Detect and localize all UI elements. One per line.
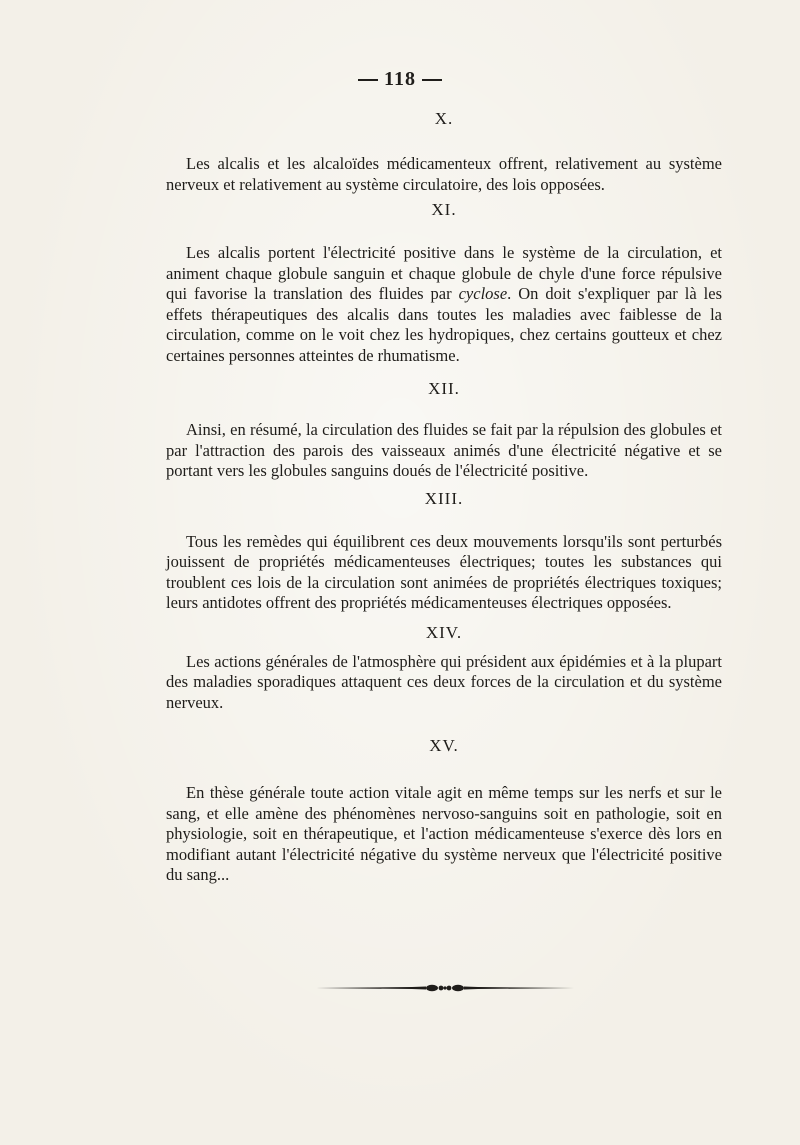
paragraph-text: Les alcalis portent l'électricité positive dans le système de la circulation, et animent chaque globule sanguin et chaque globule de chyle d'une force répulsive qui favorise la translation des fluides par [166, 243, 722, 303]
section-numeral: XV. [429, 736, 459, 755]
dash-right [422, 79, 442, 81]
section-numeral: XII. [428, 379, 460, 398]
paragraph-text: . On doit s'expliquer par là les effets thérapeutiques des alcalis dans toutes les maladies avec faiblesse de la circulation, comme on le voit chez les hydropiques, chez certains goutteux et chez certaines personnes atteintes de rhumatisme. [166, 284, 722, 365]
section-paragraph: En thèse générale toute action vitale agit en même temps sur les nerfs et sur le sang, et elle amène des phénomènes nervoso-sanguins soit en pathologie, soit en physiologie, soit en thérapeutique, et l'action médicamenteuse s'exerce dès lors en modifiant autant l'électricité négative du système nerveux que l'électricité positive du sang... [166, 783, 722, 884]
section-xii [166, 378, 722, 482]
dash-left [358, 79, 378, 81]
typographic-rule-ornament-icon [316, 982, 574, 994]
section-xiv [166, 622, 722, 714]
section-xiii [166, 488, 722, 614]
page-number-text: 118 [384, 68, 416, 90]
italic-term: cyclose [458, 284, 508, 303]
section-paragraph: Ainsi, en résumé, la circulation des fluides se fait par la répulsion des globules et par l'attraction des parois des vaisseaux animés d'une électricité négative et se portant vers les globules sanguins doués de l'électricité positive. [166, 420, 722, 480]
section-numeral: XIV. [425, 622, 463, 642]
section-paragraph: Les actions générales de l'atmosphère qui président aux épidémies et à la plupart des maladies sporadiques attaquent ces deux forces de la circulation et du système nerveux. [166, 651, 722, 712]
section-numeral: XI. [431, 200, 457, 219]
section-numeral: X. [434, 109, 454, 128]
page-number [0, 68, 800, 91]
section-paragraph: Les alcalis et les alcaloïdes médicamenteux offrent, relativement au système nerveux et relativement au système circulatoire, des lois opposées. [166, 154, 722, 194]
page-content [166, 104, 722, 886]
section-paragraph: Tous les remèdes qui équilibrent ces deux mouvements lorsqu'ils sont perturbés jouissent de propriétés médicamenteuses électriques; toutes les substances qui troublent ces lois de la circulation sont animées de propriétés électriques toxiques; leurs antidotes offrent des propriétés médicamenteuses électriques opposées. [166, 531, 722, 612]
section-xi [166, 199, 722, 366]
section-x [166, 108, 722, 195]
section-paragraph [166, 243, 722, 366]
section-xv [166, 735, 722, 886]
section-numeral: XIII. [424, 488, 464, 508]
